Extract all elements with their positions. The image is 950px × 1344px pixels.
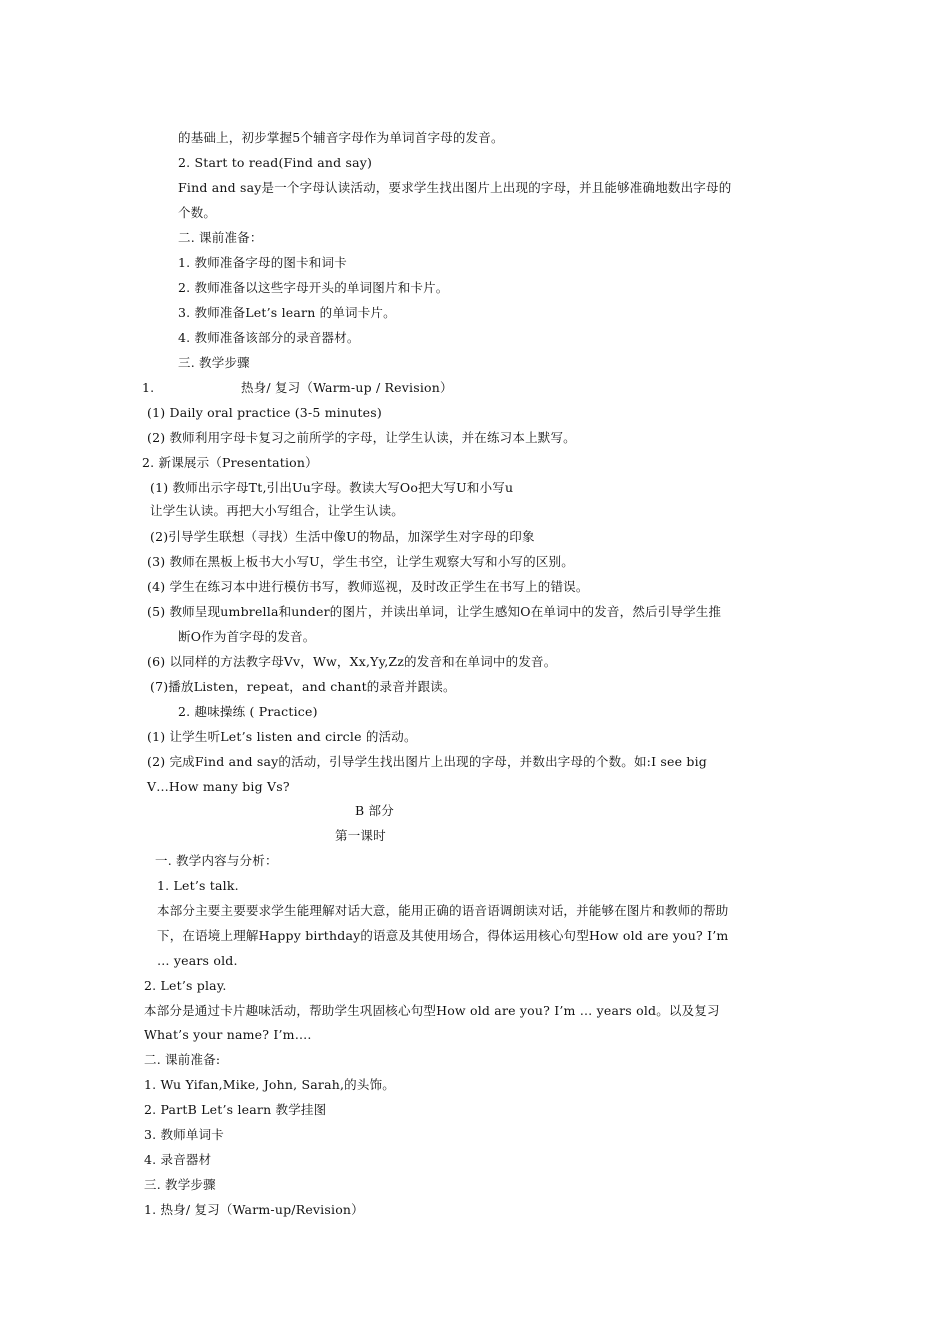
text-line: What’s your name? I’m….: [144, 1027, 312, 1042]
text-line: … years old.: [157, 953, 238, 968]
list-item: (2) 教师利用字母卡复习之前所学的字母，让学生认读，并在练习本上默写。: [147, 430, 576, 445]
list-item: 2. 教师准备以这些字母开头的单词图片和卡片。: [178, 280, 449, 295]
section-heading: 二. 课前准备：: [178, 230, 263, 245]
text-line: 断O作为首字母的发音。: [178, 629, 316, 644]
text-line: 的基础上，初步掌握5个辅音字母作为单词首字母的发音。: [178, 130, 504, 145]
text-line: Find and say是一个字母认读活动，要求学生找出图片上出现的字母，并且能够准确地数出字母的: [178, 180, 732, 195]
list-item: (4) 学生在练习本中进行模仿书写，教师巡视，及时改正学生在书写上的错误。: [147, 579, 589, 594]
list-item: (1) 教师出示字母Tt,引出Uu字母。教读大写Oo把大写U和小写u: [150, 480, 514, 495]
list-item: 4. 录音器材: [144, 1152, 212, 1167]
section-heading: 三. 教学步骤: [144, 1177, 216, 1192]
subheading: 2. Let’s play.: [144, 978, 227, 993]
section-title: B 部分: [355, 803, 394, 818]
list-item: (7)播放Listen，repeat，and chant的录音并跟读。: [150, 679, 456, 694]
list-item: (1) Daily oral practice (3-5 minutes): [147, 405, 382, 420]
list-item: 1. 教师准备字母的图卡和词卡: [178, 255, 347, 270]
list-item: (5) 教师呈现umbrella和under的图片，并读出单词，让学生感知O在单词中的发音，然后引导学生推: [147, 604, 722, 619]
subheading: 2. Start to read(Find and say): [178, 155, 373, 170]
subheading: 热身/ 复习（Warm-up / Revision）: [241, 380, 453, 395]
list-item: 3. 教师准备Let’s learn 的单词卡片。: [178, 305, 396, 320]
list-item: (2) 完成Find and say的活动，引导学生找出图片上出现的字母，并数出字母的个数。如:I see big: [147, 754, 707, 769]
list-item: (1) 让学生听Let’s listen and circle 的活动。: [147, 729, 417, 744]
list-number: 1.: [142, 380, 155, 395]
text-line: 下，在语境上理解Happy birthday的语意及其使用场合，得体运用核心句型How old are you? I’m: [157, 928, 729, 943]
section-heading: 三. 教学步骤: [178, 355, 250, 370]
list-item: (3) 教师在黑板上板书大小写U，学生书空，让学生观察大写和小写的区别。: [147, 554, 574, 569]
list-item: 1. Wu Yifan,Mike, John, Sarah,的头饰。: [144, 1077, 395, 1092]
list-item: (6) 以同样的方法教字母Vv，Ww，Xx,Yy,Zz的发音和在单词中的发音。: [147, 654, 557, 669]
text-line: V…How many big Vs?: [147, 779, 290, 794]
text-line: 个数。: [178, 205, 217, 220]
section-subtitle: 第一课时: [335, 828, 386, 843]
list-item: 4. 教师准备该部分的录音器材。: [178, 330, 360, 345]
text-line: 本部分是通过卡片趣味活动，帮助学生巩固核心句型How old are you? I’m … years old。以及复习: [144, 1003, 720, 1018]
section-heading: 一. 教学内容与分析：: [155, 853, 278, 868]
subheading: 1. Let’s talk.: [157, 878, 239, 893]
text-line: 本部分主要主要要求学生能理解对话大意，能用正确的语音语调朗读对话，并能够在图片和教师的帮助: [157, 903, 729, 918]
text-line: 让学生认读。再把大小写组合，让学生认读。: [150, 503, 405, 518]
list-item: (2)引导学生联想（寻找）生活中像U的物品，加深学生对字母的印象: [150, 529, 535, 544]
section-heading: 二. 课前准备:: [144, 1052, 221, 1067]
list-item: 2. PartB Let’s learn 教学挂图: [144, 1102, 327, 1117]
subheading: 2. 新课展示（Presentation）: [142, 455, 318, 470]
subheading: 2. 趣味操练 ( Practice): [178, 704, 318, 719]
subheading: 1. 热身/ 复习（Warm-up/Revision）: [144, 1202, 364, 1217]
list-item: 3. 教师单词卡: [144, 1127, 224, 1142]
